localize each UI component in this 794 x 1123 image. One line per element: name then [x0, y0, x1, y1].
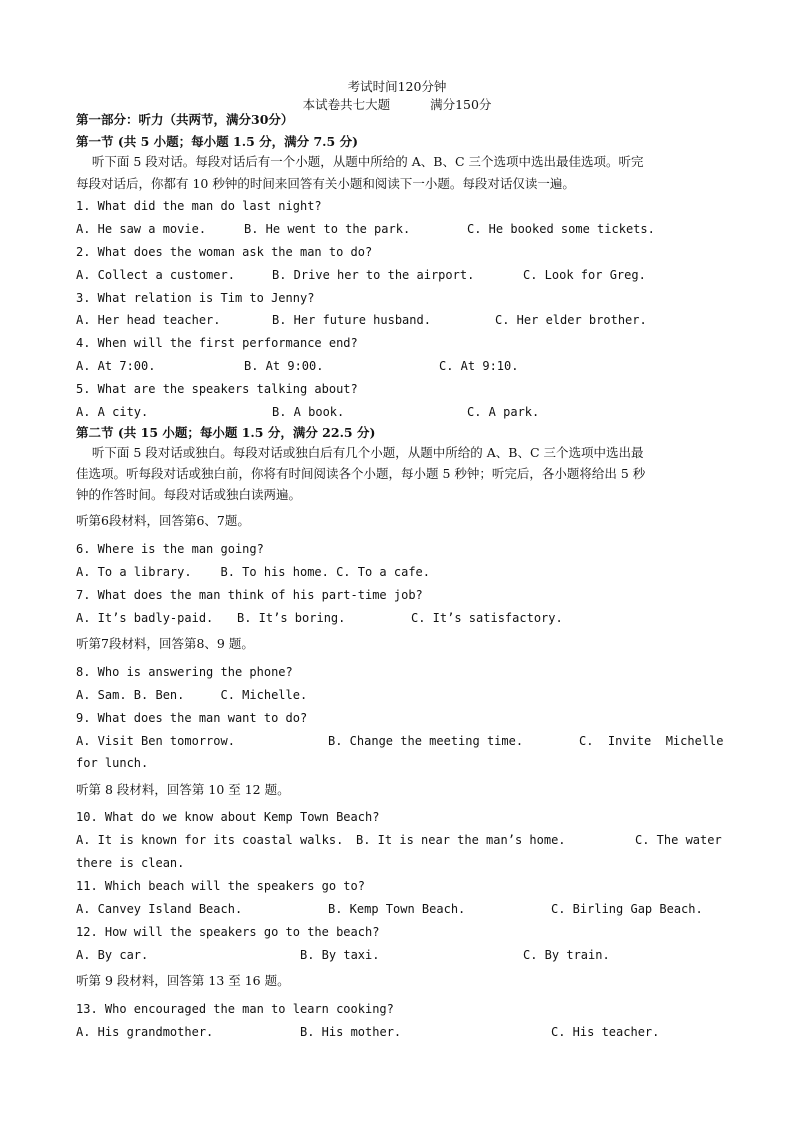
q13-option-b: B. His mother.	[300, 1025, 402, 1039]
q12-option-a: A. By car.	[76, 948, 149, 962]
q10-option-b: B. It is near the man’s home.	[356, 833, 566, 847]
q2-option-a: A. Collect a customer.	[76, 268, 235, 282]
q2-option-b: B. Drive her to the airport.	[272, 268, 475, 282]
question-9: 9. What does the man want to do?	[76, 711, 308, 725]
question-8: 8. Who is answering the phone?	[76, 665, 293, 679]
q4-option-a: A. At 7:00.	[76, 359, 156, 373]
question-12: 12. How will the speakers go to the beach?	[76, 925, 380, 939]
exam-info	[0, 95, 794, 113]
question-13: 13. Who encouraged the man to learn cooking?	[76, 1002, 394, 1016]
q3-option-a: A. Her head teacher.	[76, 313, 221, 327]
question-10: 10. What do we know about Kemp Town Beach?	[76, 810, 380, 824]
exam-total-score: 满分150分	[430, 97, 492, 112]
q10-option-a: A. It is known for its coastal walks.	[76, 833, 344, 847]
q5-option-c: C. A park.	[467, 405, 540, 419]
q12-option-b: B. By taxi.	[300, 948, 380, 962]
section1-title: 第一节 (共 5 小题；每小题 1.5 分，满分 7.5 分)	[76, 134, 358, 149]
q11-option-c: C. Birling Gap Beach.	[551, 902, 703, 916]
material-8-heading: 听第 8 段材料，回答第 10 至 12 题。	[76, 782, 290, 797]
section1-instruction-cont: 每段对话后，你都有 10 秒钟的时间来回答有关小题和阅读下一小题。每段对话仅读一遍。	[76, 176, 575, 191]
q3-option-c: C. Her elder brother.	[495, 313, 647, 327]
q8-options: A. Sam. B. Ben. C. Michelle.	[76, 688, 308, 702]
q9-option-a: A. Visit Ben tomorrow.	[76, 734, 235, 748]
question-4: 4. When will the first performance end?	[76, 336, 358, 350]
section2-instruction-end: 钟的作答时间。每段对话或独白读两遍。	[76, 487, 302, 502]
exam-time: 考试时间120分钟	[347, 79, 447, 94]
question-7: 7. What does the man think of his part-time job?	[76, 588, 423, 602]
q4-option-c: C. At 9:10.	[439, 359, 519, 373]
exam-question-count: 本试卷共七大题	[302, 97, 391, 112]
q7-option-a: A. It’s badly-paid.	[76, 611, 214, 625]
q13-option-c: C. His teacher.	[551, 1025, 660, 1039]
section2-instruction: 听下面 5 段对话或独白。每段对话或独白后有几个小题，从题中所给的 A、B、C 三个选项中选出最	[76, 445, 644, 460]
q9-option-c: C. Invite Michelle	[579, 734, 724, 748]
q10-option-c: C. The water	[635, 833, 722, 847]
question-5: 5. What are the speakers talking about?	[76, 382, 358, 396]
q11-option-b: B. Kemp Town Beach.	[328, 902, 466, 916]
q9-option-c-cont: for lunch.	[76, 756, 149, 770]
question-6: 6. Where is the man going?	[76, 542, 264, 556]
q6-options: A. To a library. B. To his home. C. To a cafe.	[76, 565, 431, 579]
q1-option-a: A. He saw a movie.	[76, 222, 207, 236]
q5-option-a: A. A city.	[76, 405, 149, 419]
section2-instruction-cont: 佳选项。听每段对话或独白前，你将有时间阅读各个小题，每小题 5 秒钟；听完后，各小题将给出 5 秒	[76, 466, 646, 481]
q2-option-c: C. Look for Greg.	[523, 268, 646, 282]
section1-instruction: 听下面 5 段对话。每段对话后有一个小题，从题中所给的 A、B、C 三个选项中选出最佳选项。听完	[76, 154, 644, 169]
material-6-heading: 听第6段材料，回答第6、7题。	[76, 513, 250, 528]
material-7-heading: 听第7段材料，回答第8、9 题。	[76, 636, 254, 651]
section2-title: 第二节 (共 15 小题；每小题 1.5 分，满分 22.5 分)	[76, 425, 376, 440]
q10-option-c-cont: there is clean.	[76, 856, 185, 870]
question-2: 2. What does the woman ask the man to do?	[76, 245, 373, 259]
part1-title: 第一部分：听力（共两节，满分30分）	[76, 112, 294, 127]
q12-option-c: C. By train.	[523, 948, 610, 962]
question-3: 3. What relation is Tim to Jenny?	[76, 291, 315, 305]
q13-option-a: A. His grandmother.	[76, 1025, 214, 1039]
question-1: 1. What did the man do last night?	[76, 199, 322, 213]
q3-option-b: B. Her future husband.	[272, 313, 431, 327]
q7-option-b: B. It’s boring.	[237, 611, 346, 625]
q4-option-b: B. At 9:00.	[244, 359, 324, 373]
material-9-heading: 听第 9 段材料，回答第 13 至 16 题。	[76, 973, 290, 988]
question-11: 11. Which beach will the speakers go to?	[76, 879, 365, 893]
q1-option-c: C. He booked some tickets.	[467, 222, 655, 236]
q9-option-b: B. Change the meeting time.	[328, 734, 524, 748]
q1-option-b: B. He went to the park.	[244, 222, 411, 236]
q7-option-c: C. It’s satisfactory.	[411, 611, 563, 625]
q5-option-b: B. A book.	[272, 405, 345, 419]
q11-option-a: A. Canvey Island Beach.	[76, 902, 243, 916]
